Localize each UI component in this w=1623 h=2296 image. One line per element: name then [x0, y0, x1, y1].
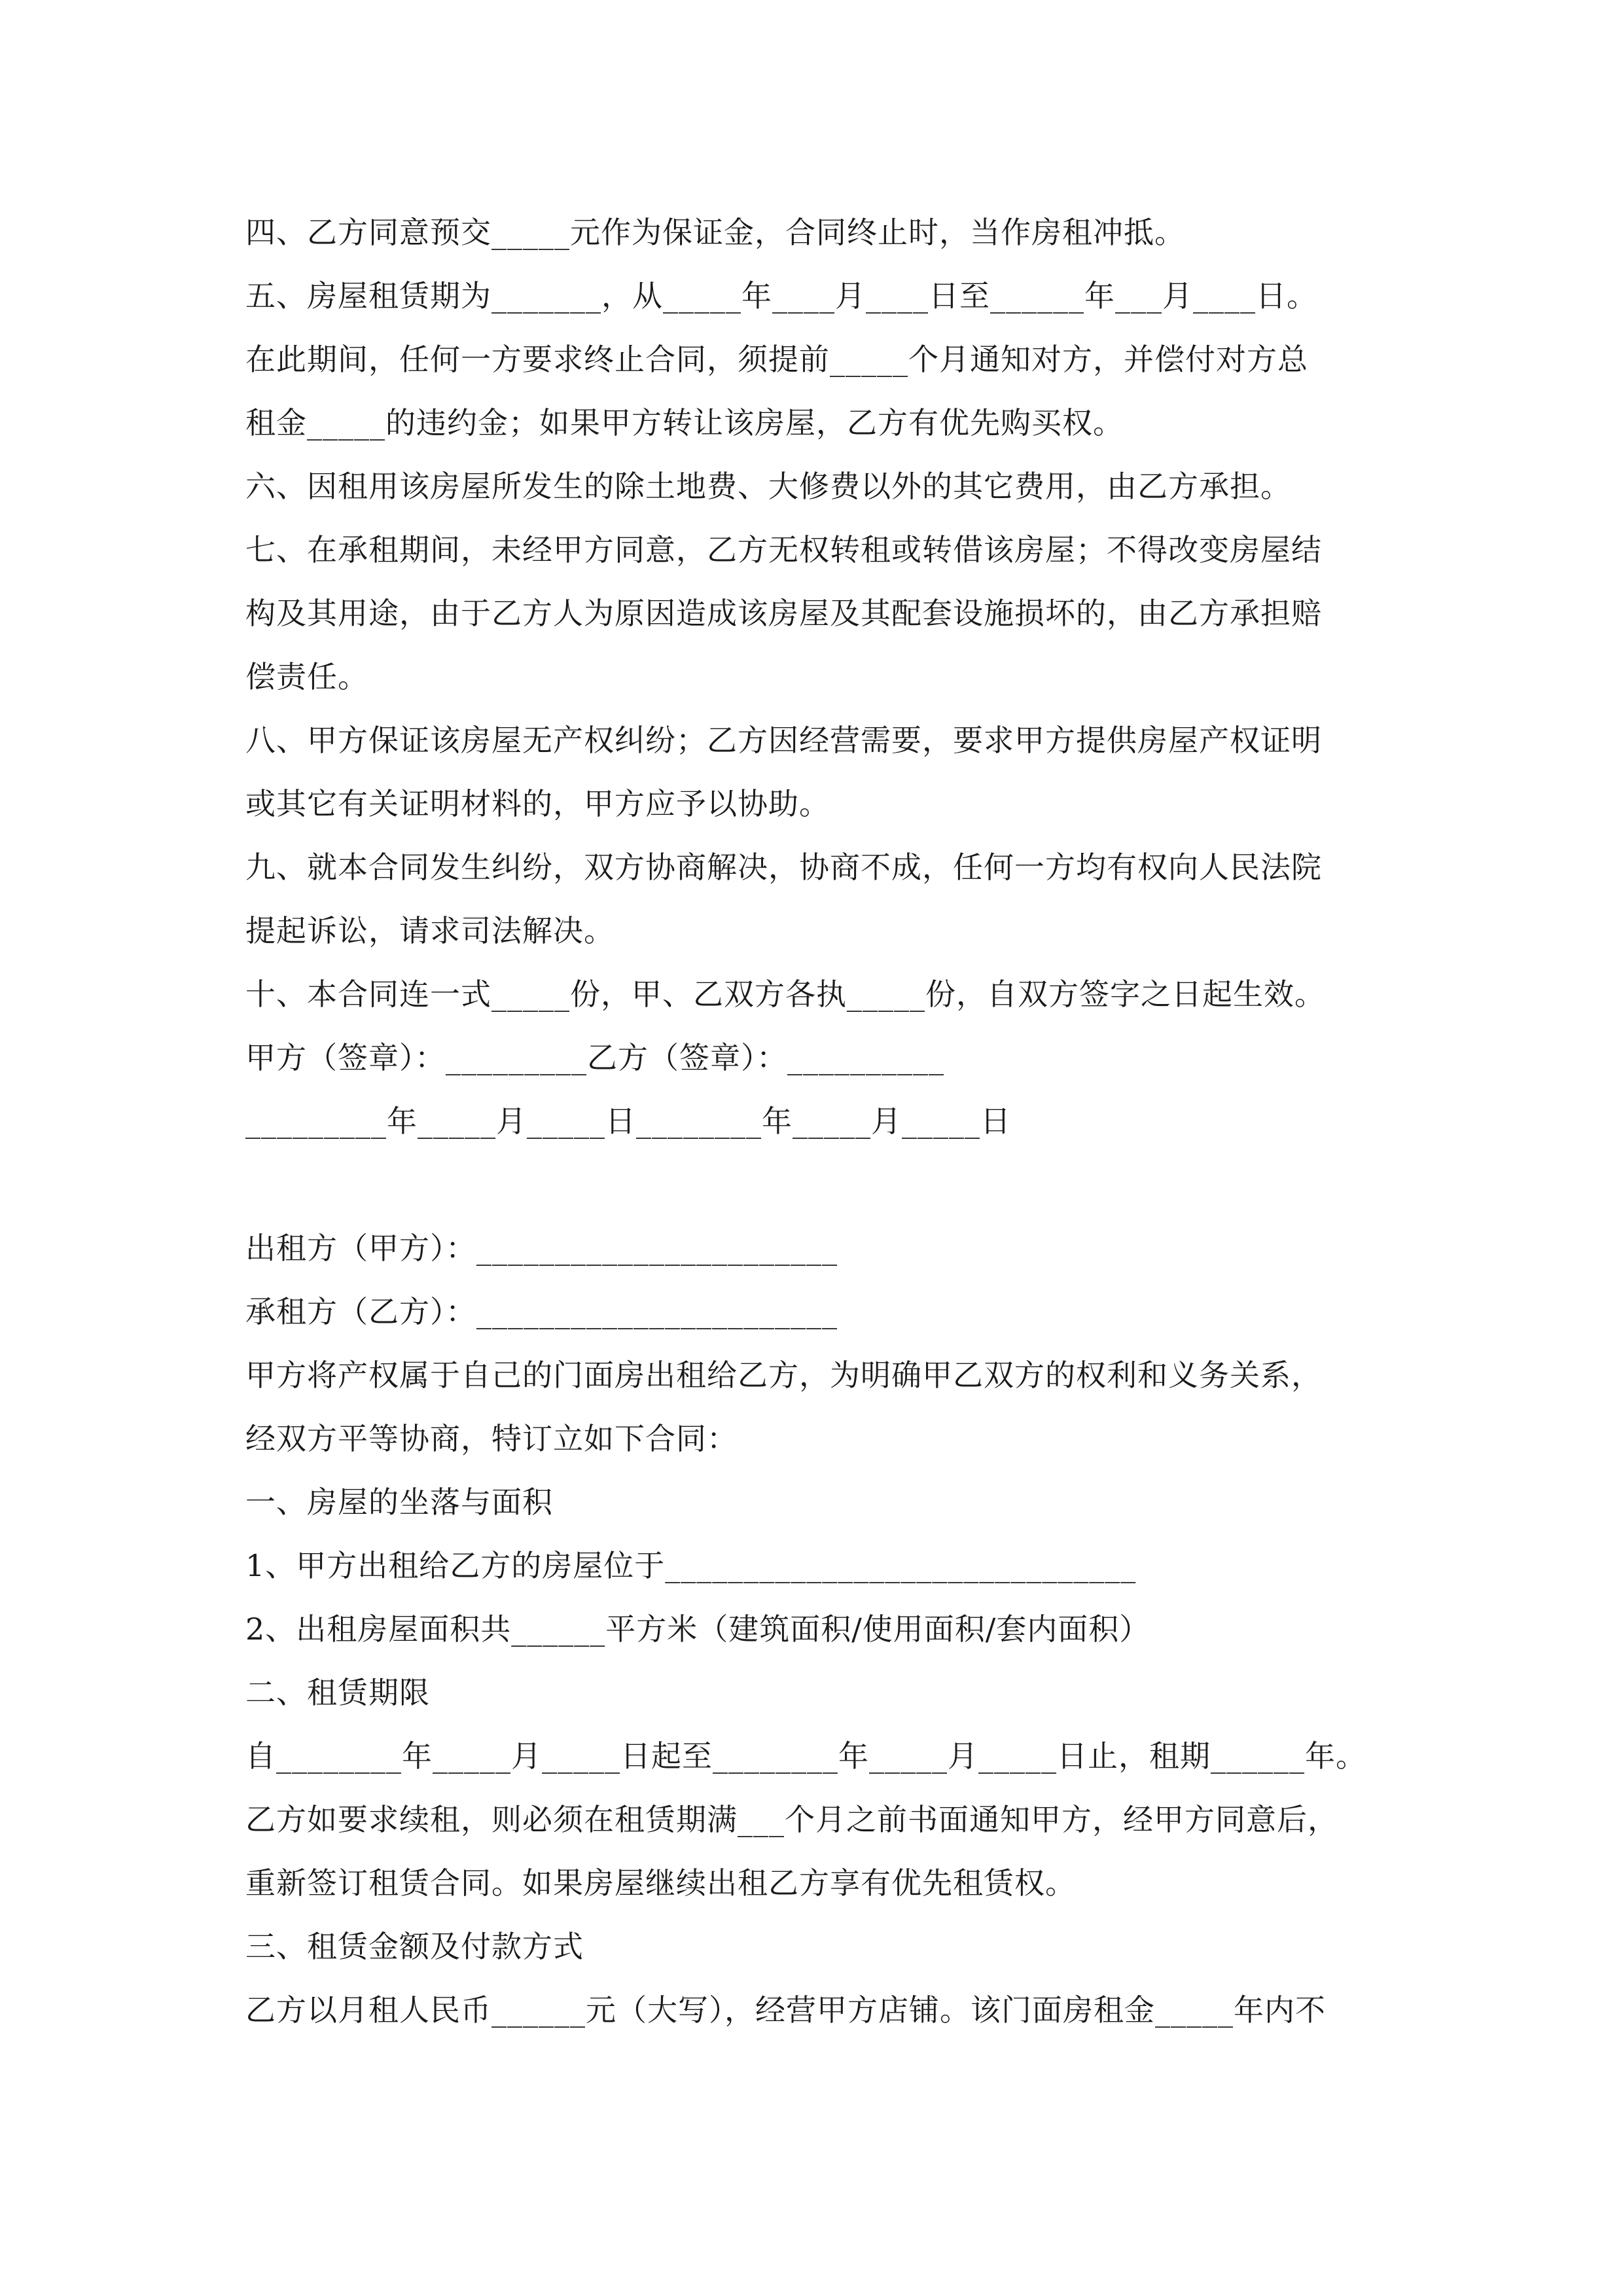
clause-5-lease-term: 五、房屋租赁期为_______，从_____年____月____日至______年___月____日。: [245, 278, 1317, 314]
preamble-line-1: 甲方将产权属于自己的门面房出租给乙方，为明确甲乙双方的权利和义务关系，: [245, 1357, 1322, 1393]
clause-5-penalty: 租金_____的违约金；如果甲方转让该房屋，乙方有优先购买权。: [245, 405, 1124, 440]
clause-5-termination: 在此期间，任何一方要求终止合同，须提前_____个月通知对方，并偿付对方总: [245, 342, 1308, 377]
section-1-location: 1、甲方出租给乙方的房屋位于______________________________: [245, 1548, 1137, 1583]
section-1-heading: 一、房屋的坐落与面积: [245, 1484, 553, 1520]
clause-10-copies: 十、本合同连一式_____份，甲、乙双方各执_____份，自双方签字之日起生效。: [245, 977, 1325, 1012]
clause-7-liability: 偿责任。: [245, 659, 368, 694]
lessor-line: 出租方（甲方）：_______________________: [245, 1230, 838, 1266]
section-2-heading: 二、租赁期限: [245, 1675, 430, 1710]
section-3-heading: 三、租赁金额及付款方式: [245, 1929, 584, 1964]
clause-8-assist: 或其它有关证明材料的，甲方应予以协助。: [245, 786, 830, 821]
clause-7-damage: 构及其用途，由于乙方人为原因造成该房屋及其配套设施损坏的，由乙方承担赔: [245, 596, 1322, 631]
clause-7-sublet: 七、在承租期间，未经甲方同意，乙方无权转租或转借该房屋；不得改变房屋结: [245, 532, 1322, 567]
preamble-line-2: 经双方平等协商，特订立如下合同：: [245, 1421, 738, 1456]
section-2-period: 自________年_____月_____日起至________年_____月_____日止，租期______年。: [245, 1738, 1366, 1774]
clause-9-litigation: 提起诉讼，请求司法解决。: [245, 913, 615, 948]
signature-date-line: _________年_____月_____日________年_____月_____日: [245, 1103, 1011, 1139]
clause-4-deposit: 四、乙方同意预交_____元作为保证金，合同终止时，当作房租冲抵。: [245, 215, 1185, 250]
lessee-line: 承租方（乙方）：_______________________: [245, 1294, 838, 1329]
section-2-priority: 重新签订租赁合同。如果房屋继续出租乙方享有优先租赁权。: [245, 1865, 1076, 1901]
signature-line: 甲方（签章）：_________乙方（签章）：__________: [245, 1040, 944, 1075]
section-3-rent: 乙方以月租人民币______元（大写），经营甲方店铺。该门面房租金_____年内不: [245, 1992, 1326, 2028]
section-2-renewal: 乙方如要求续租，则必须在租赁期满___个月之前书面通知甲方，经甲方同意后，: [245, 1802, 1338, 1837]
section-1-area: 2、出租房屋面积共______平方米（建筑面积/使用面积/套内面积）: [245, 1611, 1150, 1647]
clause-9-dispute: 九、就本合同发生纠纷，双方协商解决，协商不成，任何一方均有权向人民法院: [245, 850, 1322, 885]
clause-6-expenses: 六、因租用该房屋所发生的除土地费、大修费以外的其它费用，由乙方承担。: [245, 469, 1291, 504]
clause-8-title: 八、甲方保证该房屋无产权纠纷；乙方因经营需要，要求甲方提供房屋产权证明: [245, 723, 1322, 758]
